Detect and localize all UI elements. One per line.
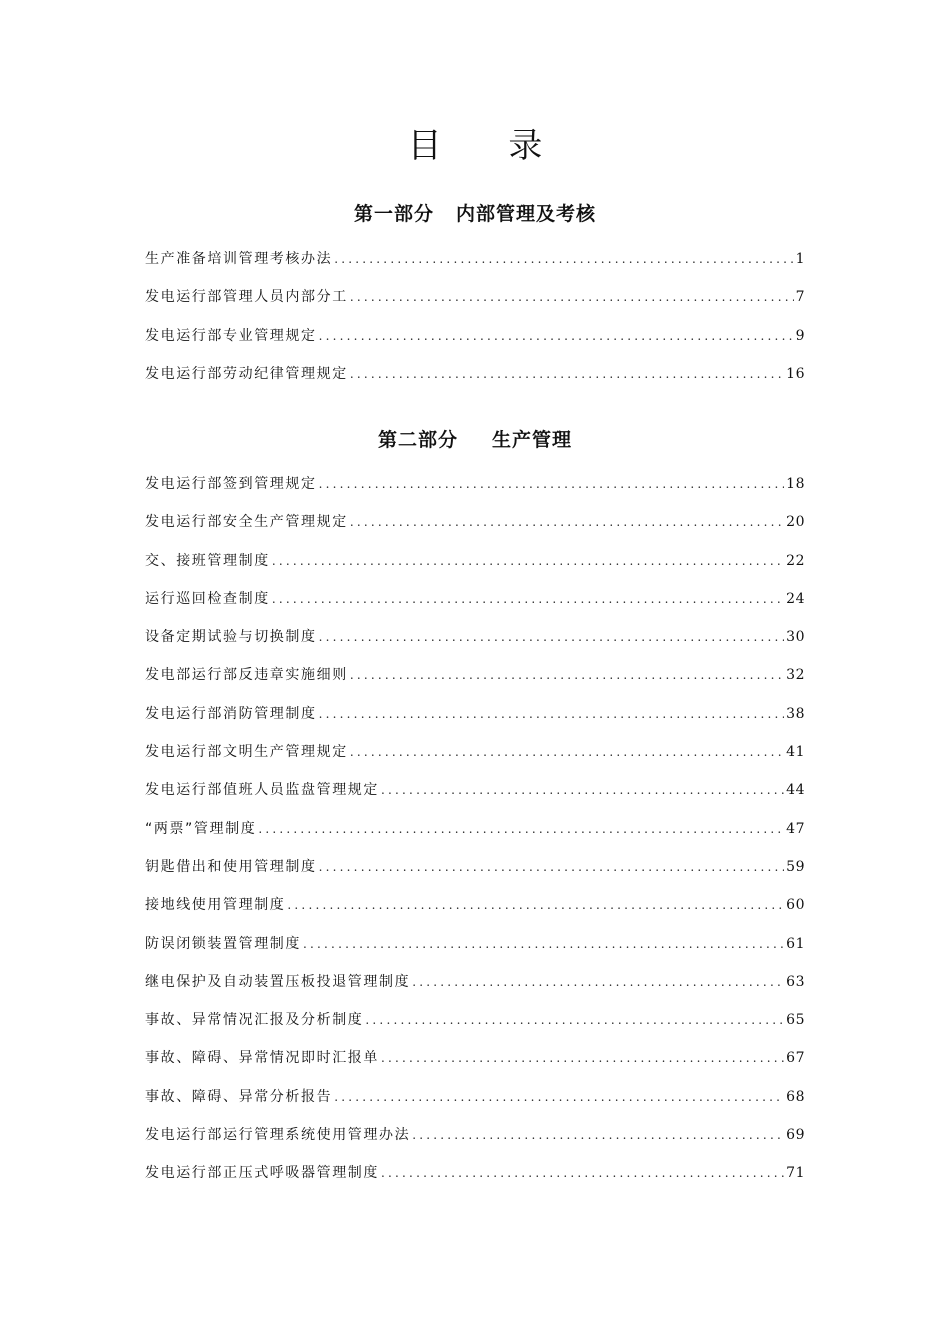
dot-leader	[303, 937, 784, 951]
toc-entry-page-number: 44	[786, 782, 805, 799]
toc-entry-page-number: 7	[795, 289, 805, 306]
toc-entry[interactable]	[145, 248, 805, 286]
toc-entry[interactable]	[145, 741, 805, 779]
toc-entry[interactable]	[145, 588, 805, 626]
dot-leader	[319, 860, 785, 874]
dot-leader	[350, 515, 784, 529]
toc-entry-page-number: 24	[786, 590, 805, 607]
toc-entry-page-number: 60	[786, 897, 805, 914]
toc-entry-label: 交、接班管理制度	[145, 552, 270, 569]
toc-entry[interactable]	[145, 779, 805, 817]
toc-entry[interactable]	[145, 626, 805, 664]
toc-entry-page-number: 67	[786, 1050, 805, 1067]
section-part-label: 第一部分	[353, 203, 434, 225]
toc-entry-label: 发电运行部消防管理制度	[145, 705, 317, 722]
dot-leader	[319, 630, 785, 644]
toc-entry[interactable]	[145, 1047, 805, 1085]
toc-entry-page-number: 16	[786, 365, 805, 382]
toc-entry-label: 发电运行部安全生产管理规定	[145, 514, 348, 531]
toc-entry-page-number: 63	[786, 973, 805, 990]
toc-entry-page-number: 41	[786, 744, 805, 761]
toc-entry-label: “两票”管理制度	[145, 820, 257, 837]
toc-entry-label: 事故、异常情况汇报及分析制度	[145, 1012, 364, 1029]
dot-leader	[381, 1051, 784, 1065]
toc-entry-label: 钥匙借出和使用管理制度	[145, 858, 317, 875]
toc-list-part1	[145, 248, 805, 401]
toc-entry[interactable]	[145, 971, 805, 1009]
toc-entry-page-number: 47	[786, 820, 805, 837]
toc-entry-label: 发电运行部劳动纪律管理规定	[145, 365, 348, 382]
toc-entry[interactable]	[145, 703, 805, 741]
dot-leader	[272, 554, 784, 568]
toc-entry-page-number: 61	[786, 935, 805, 952]
toc-entry[interactable]	[145, 325, 805, 363]
toc-entry-label: 防误闭锁装置管理制度	[145, 935, 301, 952]
toc-entry-label: 继电保护及自动装置压板投退管理制度	[145, 973, 411, 990]
dot-leader	[350, 668, 784, 682]
toc-entry-label: 生产准备培训管理考核办法	[145, 251, 333, 267]
dot-leader	[412, 1128, 784, 1142]
dot-leader	[319, 329, 794, 343]
toc-entry[interactable]	[145, 1124, 805, 1162]
toc-entry[interactable]	[145, 856, 805, 894]
toc-entry-label: 设备定期试验与切换制度	[145, 629, 317, 646]
toc-entry-page-number: 65	[786, 1012, 805, 1029]
section-subtitle: 生产管理	[492, 429, 573, 451]
section-subtitle: 内部管理及考核	[456, 203, 597, 225]
toc-entry[interactable]	[145, 286, 805, 324]
dot-leader	[319, 707, 785, 721]
toc-entry[interactable]	[145, 511, 805, 549]
toc-entry-label: 发电运行部文明生产管理规定	[145, 744, 348, 761]
toc-entry-label: 发电运行部管理人员内部分工	[145, 289, 348, 306]
toc-entry-label: 事故、障碍、异常情况即时汇报单	[145, 1050, 379, 1067]
dot-leader	[319, 477, 785, 491]
toc-entry-page-number: 59	[786, 858, 805, 875]
toc-entry-label: 发电运行部运行管理系统使用管理办法	[145, 1127, 411, 1144]
dot-leader	[287, 898, 784, 912]
toc-entry-page-number: 9	[795, 327, 805, 344]
toc-entry[interactable]	[145, 550, 805, 588]
dot-leader	[412, 975, 784, 989]
toc-entry[interactable]	[145, 1086, 805, 1124]
toc-entry-page-number: 69	[786, 1127, 805, 1144]
dot-leader	[334, 252, 793, 266]
toc-entry-label: 事故、障碍、异常分析报告	[145, 1088, 333, 1105]
toc-entry-page-number: 71	[786, 1165, 805, 1182]
toc-entry-label: 发电运行部值班人员监盘管理规定	[145, 782, 379, 799]
toc-entry-page-number: 68	[786, 1088, 805, 1105]
toc-entry[interactable]	[145, 933, 805, 971]
dot-leader	[350, 290, 794, 304]
dot-leader	[381, 1166, 784, 1180]
toc-entry-page-number: 1	[795, 251, 805, 267]
toc-entry-page-number: 22	[786, 552, 805, 569]
section-heading-part2	[0, 425, 950, 452]
dot-leader	[334, 1090, 784, 1104]
toc-entry[interactable]	[145, 473, 805, 511]
toc-entry-label: 发电运行部专业管理规定	[145, 327, 317, 344]
toc-entry[interactable]	[145, 894, 805, 932]
section-part-label: 第二部分	[377, 429, 458, 451]
toc-entry-page-number: 18	[786, 476, 805, 492]
toc-list-part2	[145, 473, 805, 1201]
dot-leader	[365, 1013, 784, 1027]
toc-entry[interactable]	[145, 818, 805, 856]
toc-entry-page-number: 38	[786, 705, 805, 722]
dot-leader	[272, 592, 784, 606]
toc-entry-label: 发电运行部正压式呼吸器管理制度	[145, 1165, 379, 1182]
section-heading-part1	[0, 199, 950, 226]
toc-entry[interactable]	[145, 664, 805, 702]
toc-entry-page-number: 30	[786, 629, 805, 646]
toc-entry[interactable]	[145, 363, 805, 401]
toc-entry[interactable]	[145, 1009, 805, 1047]
toc-entry-page-number: 20	[786, 514, 805, 531]
dot-leader	[350, 745, 784, 759]
toc-entry[interactable]	[145, 1162, 805, 1200]
toc-entry-label: 运行巡回检查制度	[145, 590, 270, 607]
dot-leader	[258, 822, 784, 836]
toc-entry-label: 发电部运行部反违章实施细则	[145, 667, 348, 684]
toc-entry-label: 接地线使用管理制度	[145, 897, 286, 914]
page-title: 目 录	[407, 126, 571, 166]
toc-entry-label: 发电运行部签到管理规定	[145, 476, 317, 492]
dot-leader	[381, 783, 784, 797]
toc-entry-page-number: 32	[786, 667, 805, 684]
dot-leader	[350, 367, 784, 381]
